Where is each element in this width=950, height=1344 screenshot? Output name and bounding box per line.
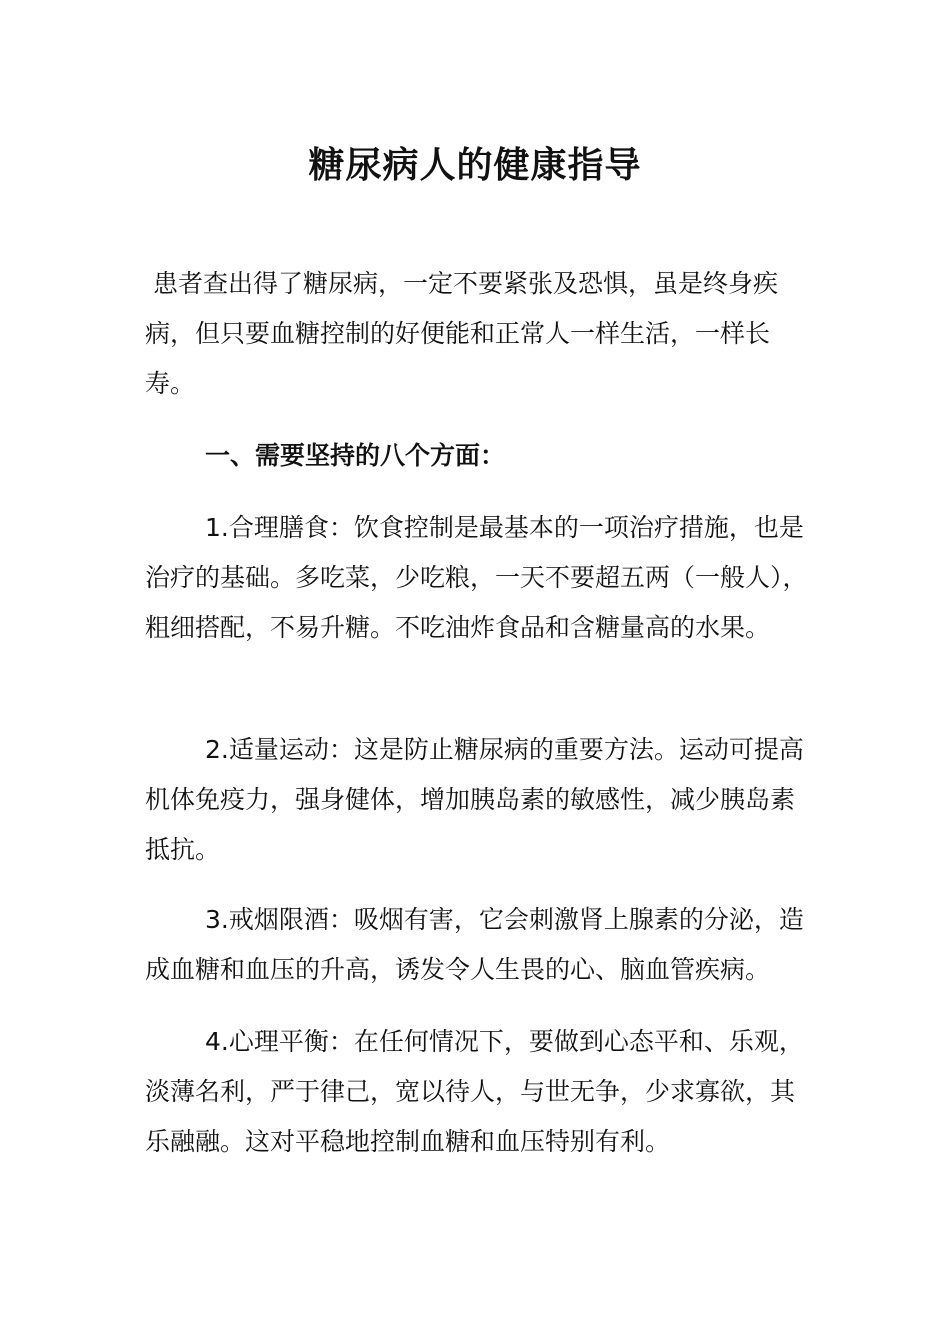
- guideline-item-4: 4.心理平衡：在任何情况下，要做到心态平和、乐观，淡薄名利，严于律己，宽以待人，与世无争，少求寡欲，其乐融融。这对平稳地控制血糖和血压特别有利。: [145, 1027, 804, 1156]
- guideline-item-1: 1.合理膳食：饮食控制是最基本的一项治疗措施，也是治疗的基础。多吃菜，少吃粮，一天不要超五两（一般人），粗细搭配，不易升糖。不吃油炸食品和含糖量高的水果。: [145, 513, 808, 642]
- page-title: 糖尿病人的健康指导: [308, 145, 642, 186]
- guideline-item-2: 2.适量运动：这是防止糖尿病的重要方法。运动可提高机体免疫力，强身健体，增加胰岛素的敏感性，减少胰岛素抵抗。: [145, 735, 804, 864]
- guideline-item-3: 3.戒烟限酒：吸烟有害，它会刺激肾上腺素的分泌，造成血糖和血压的升高，诱发令人生畏的心、脑血管疾病。: [145, 905, 804, 984]
- intro-paragraph: 患者查出得了糖尿病，一定不要紧张及恐惧，虽是终身疾病，但只要血糖控制的好便能和正常人一样生活，一样长寿。: [145, 269, 779, 398]
- section-heading: 一、需要坚持的八个方面：: [205, 441, 506, 470]
